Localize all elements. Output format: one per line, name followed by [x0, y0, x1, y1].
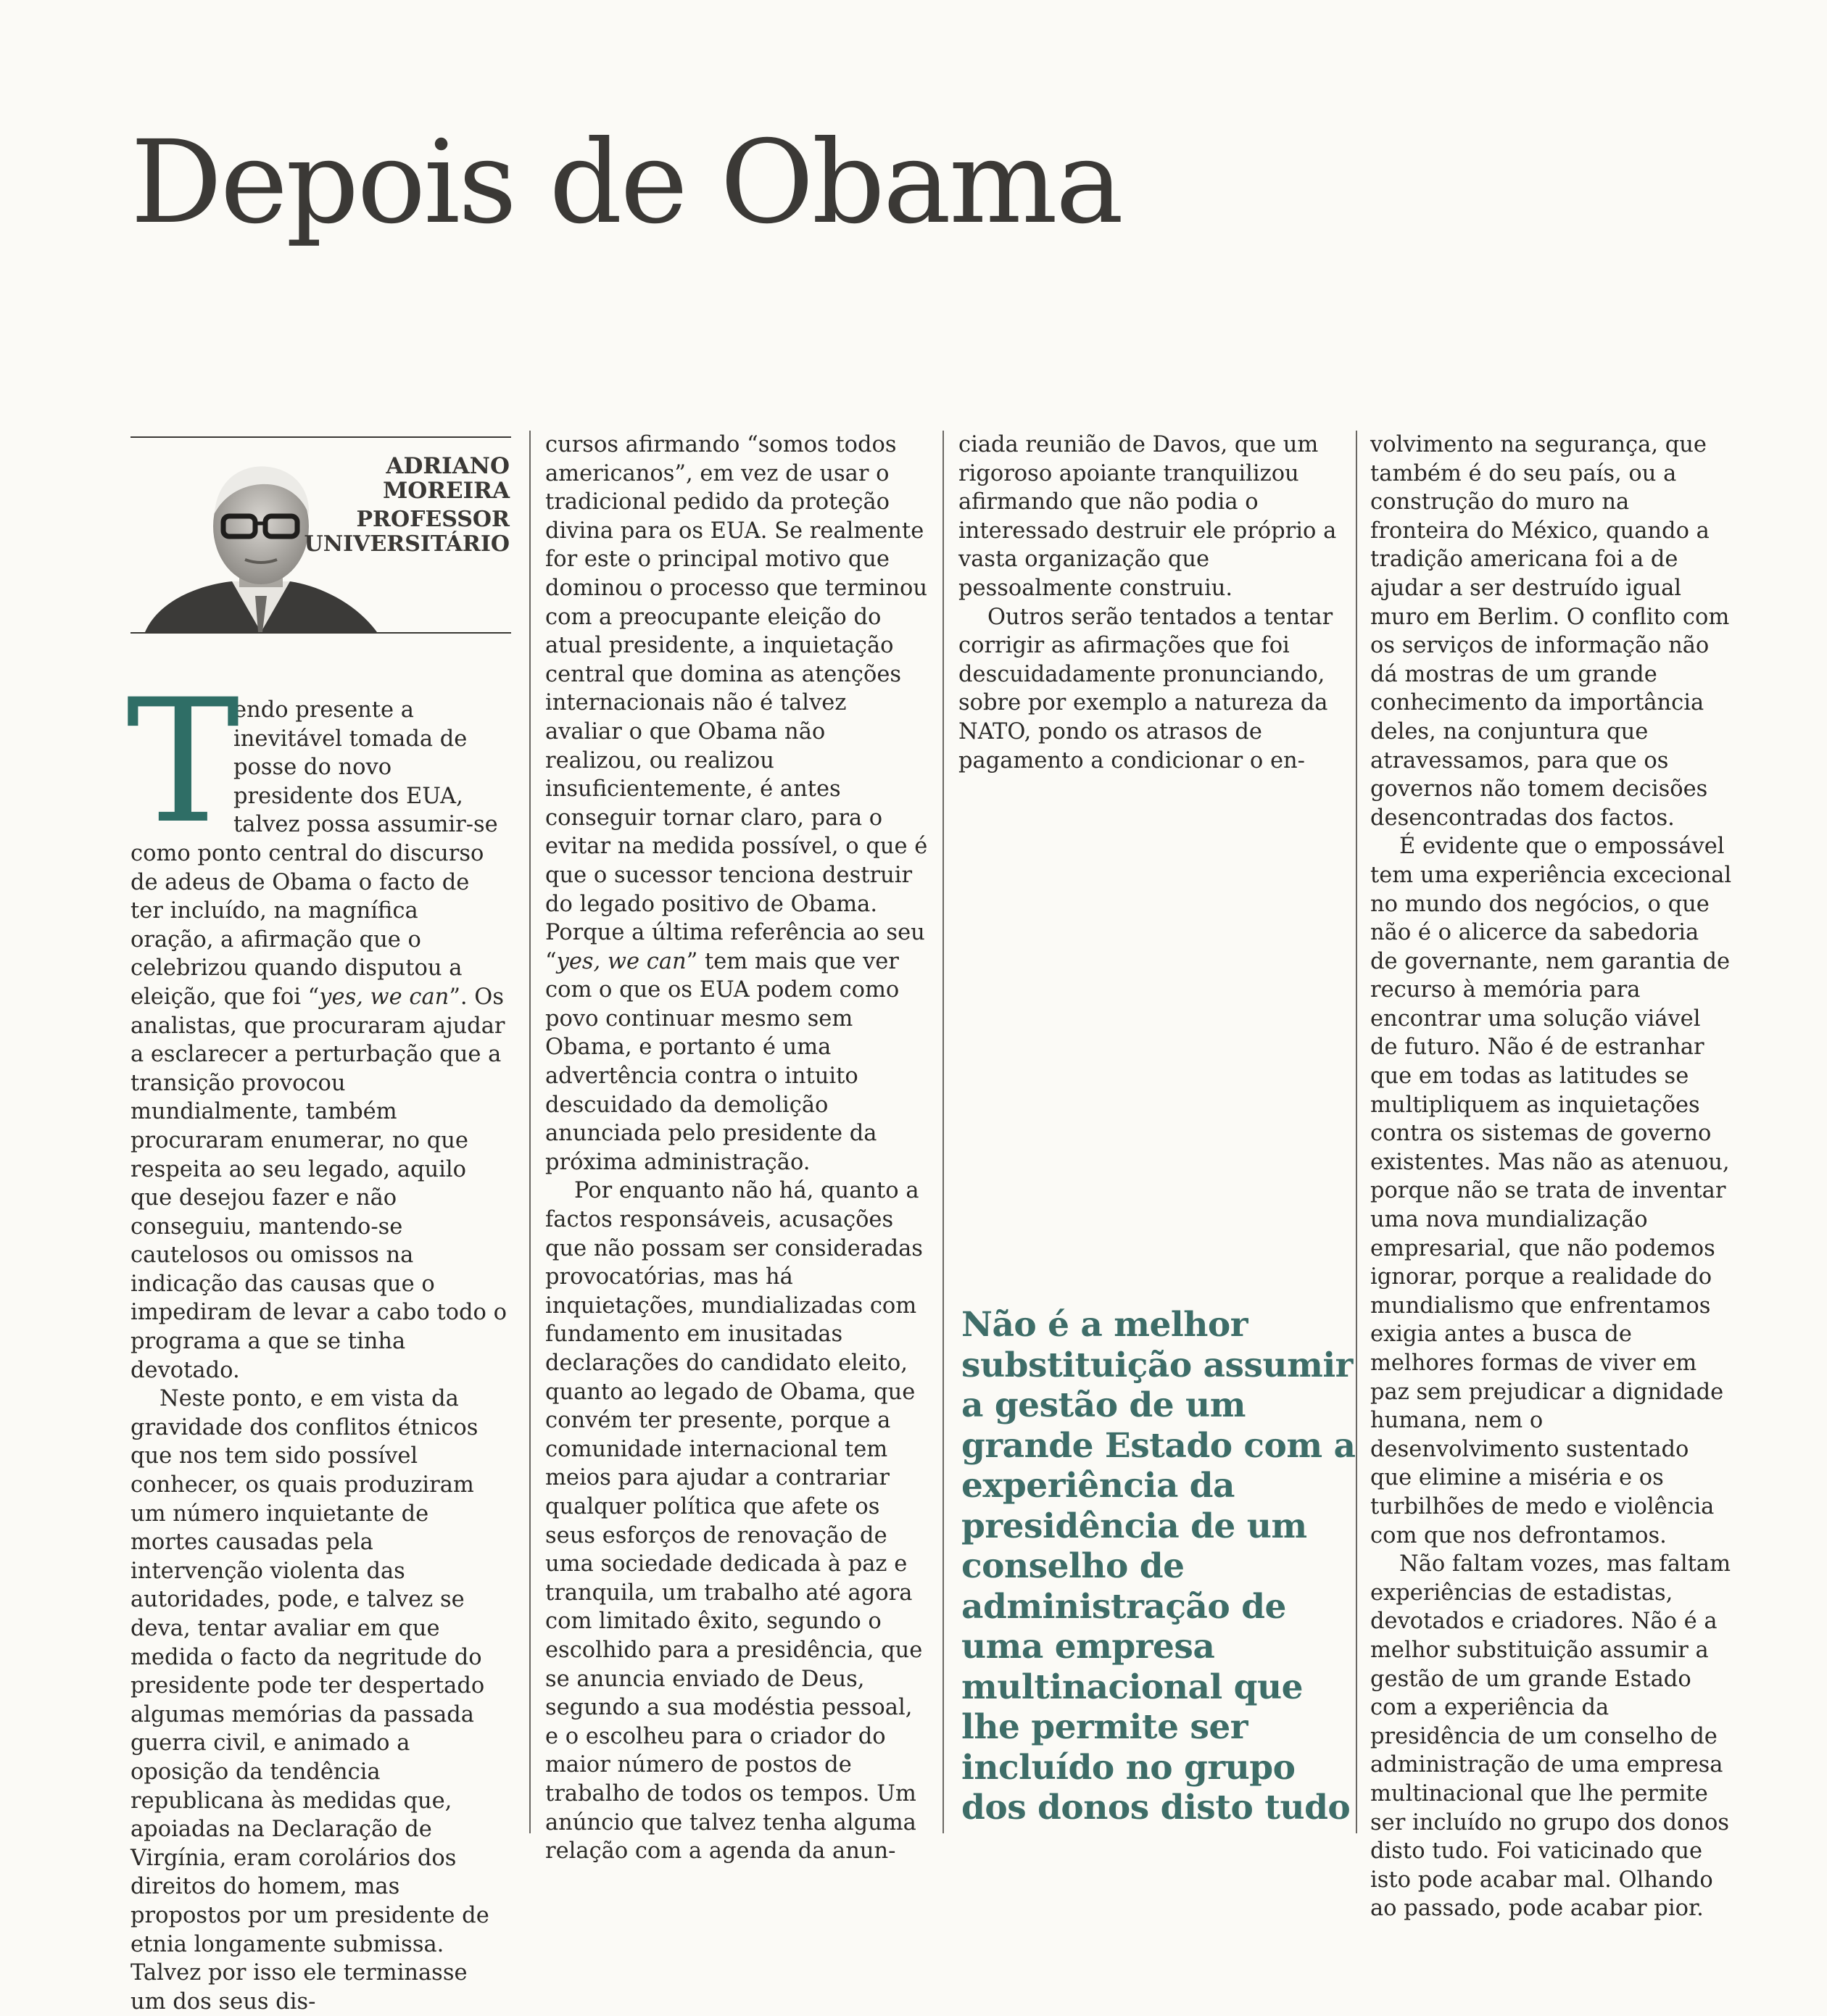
col3-paragraph-1: ciada reunião de Davos, que um rigoroso apoiante tranquilizou afirmando que não podia o interessado destruir ele próprio a vasta organização que pessoalmente construiu.: [958, 432, 1337, 601]
article-column-4: [1370, 431, 1733, 1923]
col2-p1-tail: ” tem mais que ver com o que os EUA podem como povo continuar mesmo sem Obama, e portanto é uma advertência contra o intuito descuidado da demolição anunciada pelo presidente da próxima administração.: [545, 948, 900, 1175]
article-column-1: [126, 663, 508, 2016]
col2-paragraph-2: Por enquanto não há, quanto a factos responsáveis, acusações que não possam ser consideradas provocatórias, mas há inquietações, mundializadas com fundamento em inusitadas declarações do candidato eleito, quanto ao legado de Obama, que convém ter presente, porque a comunidade internacional tem meios para ajudar a contrariar qualquer política que afete os seus esforços de renovação de uma sociedade dedicada à paz e tranquila, um trabalho até agora com limitado êxito, segundo o escolhido para a presidência, que se anuncia enviado de Deus, segundo a sua modéstia pessoal, e o escolheu para o criador do maior número de postos de trabalho de todos os tempos. Um anúncio que talvez tenha alguma relação com a agenda da anun-: [545, 1178, 923, 1864]
col4-paragraph-1: volvimento na segurança, que também é do seu país, ou a construção do muro na fronteira do México, quando a tradição americana foi a de ajudar a ser destruído igual muro em Berlim. O conflito com os serviços de informação não dá mostras de um grande conhecimento da importância deles, na conjuntura que atravessamos, para que os governos não tomem decisões desencontradas dos factos.: [1370, 432, 1730, 831]
col1-paragraph-2: Neste ponto, e em vista da gravidade dos conflitos étnicos que nos tem sido possível conhecer, os quais produziram um número inquietante de mortes causadas pela intervenção violenta das autoridades, pode, e talvez se deva, tentar avaliar em que medida o facto da negritude do presidente pode ter despertado algumas memórias da passada guerra civil, e animado a oposição da tendência republicana às medidas que, apoiadas na Declaração de Virgínia, eram corolários dos direitos do homem, mas propostos por um presidente de etnia longamente submissa. Talvez por isso ele terminasse um dos seus dis-: [130, 1386, 489, 2015]
author-box: [130, 436, 511, 634]
article-column-2: [545, 431, 929, 1866]
author-role-line1: PROFESSOR: [356, 507, 510, 532]
author-role: [304, 507, 510, 557]
article-column-3: [958, 431, 1343, 775]
col1-p1-tail: ”. Os analistas, que procuraram ajudar a esclarecer a perturbação que a transição provocou mundialmente, também procuraram enumerar, no que respeita ao seu legado, aquilo que desejou fazer e não conseguiu, mantendo-se cautelosos ou omissos na indicação das causas que o impediram de levar a cabo todo o programa a que se tinha devotado.: [130, 984, 507, 1383]
col4-paragraph-3: Não faltam vozes, mas faltam experiências de estadistas, devotados e criadores. Não é a melhor substituição assumir a gestão de um grande Estado com a experiência da presidência de um conselho de administração de uma empresa multinacional que lhe permite ser incluído no grupo dos donos disto tudo. Foi vaticinado que isto pode acabar mal. Olhando ao passado, pode acabar pior.: [1370, 1551, 1731, 1922]
author-name-line2: MOREIRA: [382, 478, 510, 504]
col1-p1-text: endo presente a inevitável tomada de posse do novo presidente dos EUA, talvez possa assumir-se como ponto central do discurso de adeus de Obama o facto de ter incluído, na magnífica oração, a afirmação que o celebrizou quando disputou a eleição, que foi “: [130, 697, 498, 1010]
col2-p1-text: cursos afirmando “somos todos americanos”, em vez de usar o tradicional pedido da proteção divina para os EUA. Se realmente for este o principal motivo que dominou o processo que terminou com a preocupante eleição do atual presidente, a inquietação central que domina as atenções internacionais não é talvez avaliar o que Obama não realizou, ou realizou insuficientemente, é antes conseguir tornar claro, para o evitar na medida possível, o que é que o sucessor tenciona destruir do legado positivo de Obama. Porque a última referência ao seu “: [545, 432, 928, 974]
col1-p1-quote: yes, we can: [319, 984, 450, 1010]
author-role-line2: UNIVERSITÁRIO: [304, 531, 510, 557]
col4-paragraph-2: É evidente que o empossável tem uma experiência excecional no mundo dos negócios, o que não é o alicerce da sabedoria de governante, nem garantia de recurso à memória para encontrar uma solução viável de futuro. Não é de estranhar que em todas as latitudes se multipliquem as inquietações contra os sistemas de governo existentes. Mas não as atenuou, porque não se trata de inventar uma nova mundialização empresarial, que não podemos ignorar, porque a realidade do mundialismo que enfrentamos exigia antes a busca de melhores formas de viver em paz sem prejudicar a dignidade humana, nem o desenvolvimento sustentado que elimine a miséria e os turbilhões de medo e violência com que nos defrontamos.: [1370, 834, 1732, 1548]
author-name-line1: ADRIANO: [386, 453, 510, 479]
column-rule-2: [942, 431, 944, 1833]
col3-paragraph-2: Outros serão tentados a tentar corrigir as afirmações que foi descuidadamente pronunciando, sobre por exemplo a natureza da NATO, pondo os atrasos de pagamento a condicionar o en-: [958, 604, 1333, 773]
col2-paragraph-1: [545, 431, 929, 1177]
dropcap-box: [126, 663, 240, 861]
pull-quote: Não é a melhor substituição assumir a gestão de um grande Estado com a experiência da presidência de um conselho de administração de uma empresa multinacional que lhe permite ser incluído no grupo dos donos disto tudo: [961, 1305, 1356, 1828]
headline: Depois de Obama: [130, 116, 1122, 249]
column-rule-1: [529, 431, 531, 1833]
dropcap: T: [126, 663, 240, 861]
col2-p1-quote: yes, we can: [556, 948, 687, 974]
col1-paragraph-1: [126, 663, 508, 1385]
author-name: [383, 454, 510, 503]
